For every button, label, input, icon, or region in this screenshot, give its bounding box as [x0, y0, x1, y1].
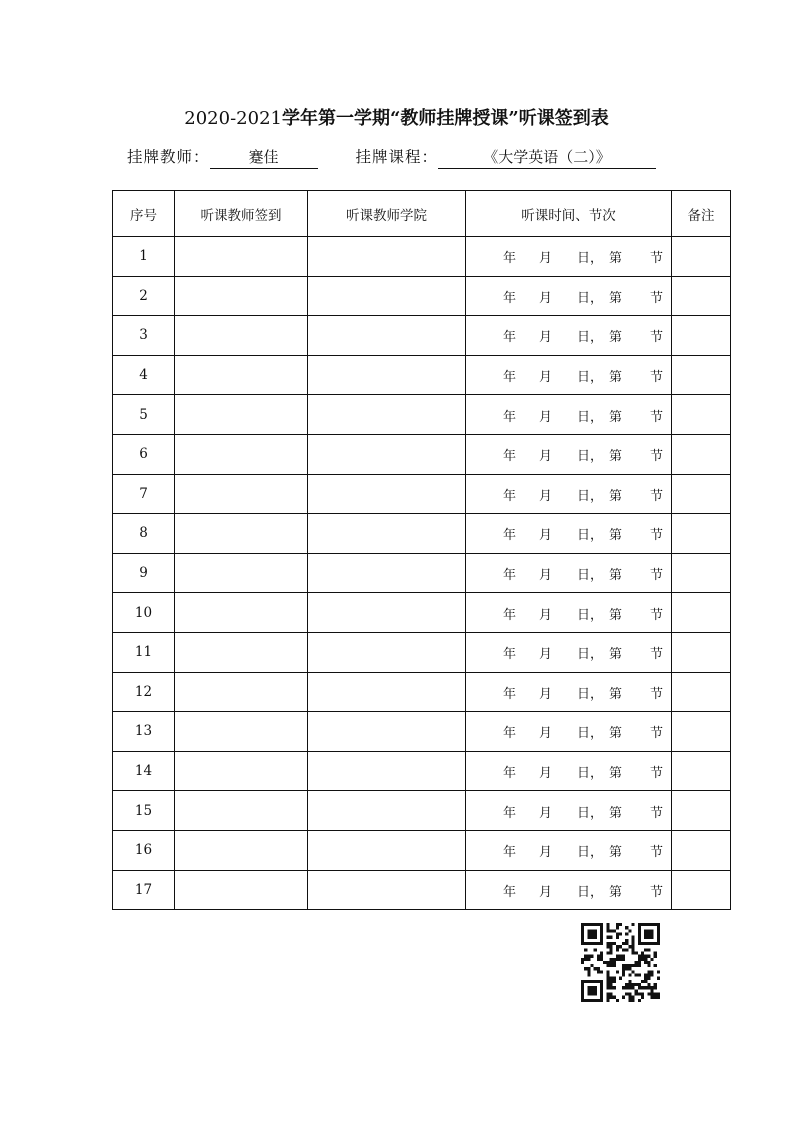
date-day-label: 日，: [577, 726, 604, 742]
time-cell[interactable]: [466, 593, 672, 633]
period-suffix-label: 节: [650, 845, 664, 861]
date-month-label: 月: [539, 845, 553, 861]
date-day-label: 日，: [577, 805, 604, 821]
time-cell[interactable]: [466, 751, 672, 791]
date-month-label: 月: [539, 686, 553, 702]
period-prefix-label: 第: [609, 766, 623, 782]
table-row: [113, 553, 731, 593]
date-day-label: 日，: [577, 607, 604, 623]
remarks-cell[interactable]: [672, 593, 731, 633]
date-year-label: 年: [503, 647, 517, 663]
date-day-label: 日，: [577, 290, 604, 306]
date-year-label: 年: [503, 607, 517, 623]
college-cell[interactable]: [308, 237, 466, 277]
signature-cell[interactable]: [175, 791, 308, 831]
period-prefix-label: 第: [609, 686, 623, 702]
time-cell[interactable]: [466, 514, 672, 554]
date-month-label: 月: [539, 647, 553, 663]
date-month-label: 月: [539, 370, 553, 386]
row-index: 15: [113, 791, 175, 831]
period-suffix-label: 节: [650, 409, 664, 425]
date-day-label: 日，: [577, 845, 604, 861]
college-cell[interactable]: [308, 395, 466, 435]
row-index: 12: [113, 672, 175, 712]
signature-cell[interactable]: [175, 316, 308, 356]
period-suffix-label: 节: [650, 726, 664, 742]
date-year-label: 年: [503, 370, 517, 386]
period-suffix-label: 节: [650, 607, 664, 623]
course-value: 《大学英语（二）》: [438, 146, 656, 169]
college-cell[interactable]: [308, 712, 466, 752]
date-month-label: 月: [539, 805, 553, 821]
title-years: 2020-2021: [184, 108, 282, 129]
table-body: [113, 237, 731, 910]
college-cell[interactable]: [308, 593, 466, 633]
remarks-cell[interactable]: [672, 870, 731, 910]
period-prefix-label: 第: [609, 330, 623, 346]
date-day-label: 日，: [577, 251, 604, 267]
table-header-row: [113, 191, 731, 237]
date-month-label: 月: [539, 409, 553, 425]
period-suffix-label: 节: [650, 568, 664, 584]
period-prefix-label: 第: [609, 726, 623, 742]
table-row: [113, 514, 731, 554]
signature-cell[interactable]: [175, 276, 308, 316]
date-day-label: 日，: [577, 488, 604, 504]
title-text: 学年第一学期“教师挂牌授课”听课签到表: [281, 108, 609, 129]
date-year-label: 年: [503, 766, 517, 782]
date-year-label: 年: [503, 290, 517, 306]
period-prefix-label: 第: [609, 805, 623, 821]
table-row: [113, 712, 731, 752]
header-index: 序号: [113, 191, 175, 237]
remarks-cell[interactable]: [672, 237, 731, 277]
date-month-label: 月: [539, 449, 553, 465]
period-suffix-label: 节: [650, 449, 664, 465]
time-cell[interactable]: [466, 395, 672, 435]
date-month-label: 月: [539, 528, 553, 544]
table-row: [113, 474, 731, 514]
teacher-label: 挂牌教师：: [127, 148, 210, 166]
signature-cell[interactable]: [175, 632, 308, 672]
period-prefix-label: 第: [609, 251, 623, 267]
college-cell[interactable]: [308, 355, 466, 395]
row-index: 16: [113, 830, 175, 870]
date-month-label: 月: [539, 884, 553, 900]
row-index: 4: [113, 355, 175, 395]
date-day-label: 日，: [577, 766, 604, 782]
date-day-label: 日，: [577, 449, 604, 465]
date-year-label: 年: [503, 884, 517, 900]
remarks-cell[interactable]: [672, 672, 731, 712]
row-index: 5: [113, 395, 175, 435]
signature-cell[interactable]: [175, 395, 308, 435]
header-time: 听课时间、节次: [466, 191, 672, 237]
date-year-label: 年: [503, 528, 517, 544]
date-day-label: 日，: [577, 370, 604, 386]
college-cell[interactable]: [308, 672, 466, 712]
row-index: 7: [113, 474, 175, 514]
date-day-label: 日，: [577, 528, 604, 544]
table-row: [113, 355, 731, 395]
table-row: [113, 316, 731, 356]
remarks-cell[interactable]: [672, 632, 731, 672]
row-index: 1: [113, 237, 175, 277]
college-cell[interactable]: [308, 276, 466, 316]
date-year-label: 年: [503, 251, 517, 267]
period-prefix-label: 第: [609, 409, 623, 425]
remarks-cell[interactable]: [672, 355, 731, 395]
time-cell[interactable]: [466, 791, 672, 831]
row-index: 2: [113, 276, 175, 316]
date-year-label: 年: [503, 330, 517, 346]
period-prefix-label: 第: [609, 449, 623, 465]
signature-cell[interactable]: [175, 593, 308, 633]
remarks-cell[interactable]: [672, 751, 731, 791]
signature-cell[interactable]: [175, 434, 308, 474]
date-year-label: 年: [503, 409, 517, 425]
row-index: 11: [113, 632, 175, 672]
period-prefix-label: 第: [609, 528, 623, 544]
row-index: 10: [113, 593, 175, 633]
college-cell[interactable]: [308, 434, 466, 474]
period-suffix-label: 节: [650, 290, 664, 306]
time-cell[interactable]: [466, 672, 672, 712]
time-cell[interactable]: [466, 276, 672, 316]
remarks-cell[interactable]: [672, 316, 731, 356]
table-row: [113, 593, 731, 633]
period-prefix-label: 第: [609, 370, 623, 386]
college-cell[interactable]: [308, 791, 466, 831]
meta-line: [127, 145, 656, 171]
period-suffix-label: 节: [650, 528, 664, 544]
date-month-label: 月: [539, 290, 553, 306]
date-year-label: 年: [503, 568, 517, 584]
date-day-label: 日，: [577, 647, 604, 663]
college-cell[interactable]: [308, 514, 466, 554]
date-day-label: 日，: [577, 568, 604, 584]
date-day-label: 日，: [577, 884, 604, 900]
remarks-cell[interactable]: [672, 791, 731, 831]
remarks-cell[interactable]: [672, 553, 731, 593]
college-cell[interactable]: [308, 474, 466, 514]
table-row: [113, 434, 731, 474]
period-suffix-label: 节: [650, 251, 664, 267]
table-row: [113, 830, 731, 870]
time-cell[interactable]: [466, 830, 672, 870]
row-index: 9: [113, 553, 175, 593]
sign-in-table: [112, 190, 731, 910]
period-suffix-label: 节: [650, 805, 664, 821]
period-prefix-label: 第: [609, 607, 623, 623]
period-prefix-label: 第: [609, 845, 623, 861]
period-suffix-label: 节: [650, 884, 664, 900]
row-index: 14: [113, 751, 175, 791]
signature-cell[interactable]: [175, 672, 308, 712]
college-cell[interactable]: [308, 870, 466, 910]
period-prefix-label: 第: [609, 884, 623, 900]
remarks-cell[interactable]: [672, 276, 731, 316]
row-index: 8: [113, 514, 175, 554]
row-index: 17: [113, 870, 175, 910]
teacher-value: 蹇佳: [210, 146, 318, 169]
page-title: [0, 104, 793, 130]
remarks-cell[interactable]: [672, 395, 731, 435]
period-suffix-label: 节: [650, 330, 664, 346]
college-cell[interactable]: [308, 632, 466, 672]
date-month-label: 月: [539, 330, 553, 346]
date-year-label: 年: [503, 449, 517, 465]
period-suffix-label: 节: [650, 686, 664, 702]
date-day-label: 日，: [577, 686, 604, 702]
college-cell[interactable]: [308, 830, 466, 870]
row-index: 13: [113, 712, 175, 752]
date-year-label: 年: [503, 805, 517, 821]
college-cell[interactable]: [308, 553, 466, 593]
header-remarks: 备注: [672, 191, 731, 237]
date-year-label: 年: [503, 686, 517, 702]
table-row: [113, 632, 731, 672]
time-cell[interactable]: [466, 316, 672, 356]
time-cell[interactable]: [466, 632, 672, 672]
signature-cell[interactable]: [175, 712, 308, 752]
date-month-label: 月: [539, 568, 553, 584]
period-prefix-label: 第: [609, 488, 623, 504]
period-suffix-label: 节: [650, 766, 664, 782]
period-prefix-label: 第: [609, 568, 623, 584]
signature-cell[interactable]: [175, 237, 308, 277]
remarks-cell[interactable]: [672, 514, 731, 554]
row-index: 3: [113, 316, 175, 356]
table-row: [113, 791, 731, 831]
remarks-cell[interactable]: [672, 830, 731, 870]
period-prefix-label: 第: [609, 647, 623, 663]
table-row: [113, 672, 731, 712]
time-cell[interactable]: [466, 355, 672, 395]
signature-cell[interactable]: [175, 514, 308, 554]
period-prefix-label: 第: [609, 290, 623, 306]
date-month-label: 月: [539, 607, 553, 623]
qr-code-icon: [581, 923, 660, 1002]
period-suffix-label: 节: [650, 370, 664, 386]
date-day-label: 日，: [577, 330, 604, 346]
date-year-label: 年: [503, 488, 517, 504]
college-cell[interactable]: [308, 751, 466, 791]
signature-cell[interactable]: [175, 870, 308, 910]
signature-cell[interactable]: [175, 751, 308, 791]
date-month-label: 月: [539, 251, 553, 267]
signature-cell[interactable]: [175, 355, 308, 395]
header-college: 听课教师学院: [308, 191, 466, 237]
period-suffix-label: 节: [650, 488, 664, 504]
date-month-label: 月: [539, 766, 553, 782]
date-year-label: 年: [503, 845, 517, 861]
remarks-cell[interactable]: [672, 434, 731, 474]
time-cell[interactable]: [466, 712, 672, 752]
college-cell[interactable]: [308, 316, 466, 356]
date-month-label: 月: [539, 726, 553, 742]
signature-cell[interactable]: [175, 553, 308, 593]
time-cell[interactable]: [466, 474, 672, 514]
date-year-label: 年: [503, 726, 517, 742]
remarks-cell[interactable]: [672, 474, 731, 514]
time-cell[interactable]: [466, 870, 672, 910]
table-row: [113, 276, 731, 316]
time-cell[interactable]: [466, 434, 672, 474]
remarks-cell[interactable]: [672, 712, 731, 752]
date-day-label: 日，: [577, 409, 604, 425]
table-row: [113, 237, 731, 277]
signature-cell[interactable]: [175, 830, 308, 870]
table-row: [113, 870, 731, 910]
period-suffix-label: 节: [650, 647, 664, 663]
time-cell[interactable]: [466, 237, 672, 277]
course-label: 挂牌课程：: [355, 148, 439, 166]
date-month-label: 月: [539, 488, 553, 504]
row-index: 6: [113, 434, 175, 474]
header-signature: 听课教师签到: [175, 191, 308, 237]
time-cell[interactable]: [466, 553, 672, 593]
table-row: [113, 395, 731, 435]
table-row: [113, 751, 731, 791]
signature-cell[interactable]: [175, 474, 308, 514]
